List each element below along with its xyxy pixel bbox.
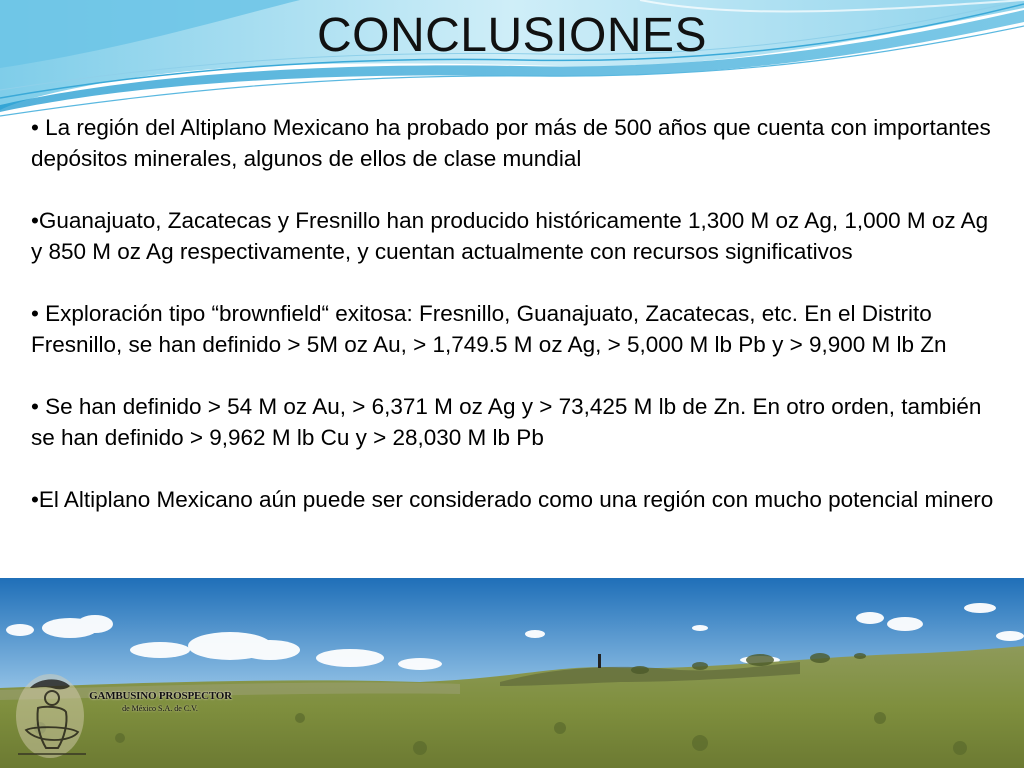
logo-company-name: GAMBUSINO PROSPECTOR xyxy=(89,690,232,702)
bullet-5: •El Altiplano Mexicano aún puede ser considerado como una región con mucho potencial minero xyxy=(31,487,994,512)
bullet-1: • La región del Altiplano Mexicano ha probado por más de 500 años que cuenta con importantes depósitos minerales, algunos de ellos de clase mundial xyxy=(31,115,991,171)
slide-title: CONCLUSIONES xyxy=(316,9,708,62)
bullet-3: • Exploración tipo “brownfield“ exitosa: Fresnillo, Guanajuato, Zacatecas, etc. En el Distrito Fresnillo, se han definido > 5M oz Au, > 1,749.5 M oz Ag, > 5,000 M lb Pb y > 9,900 M lb Zn xyxy=(31,301,947,357)
conclusions-list xyxy=(31,112,1001,515)
company-logo xyxy=(8,668,248,763)
bullet-4: • Se han definido > 54 M oz Au, > 6,371 M oz Ag y > 73,425 M lb de Zn. En otro orden, también se han definido > 9,962 M lb Cu y > 28,030 M lb Pb xyxy=(31,394,982,450)
bullet-2: •Guanajuato, Zacatecas y Fresnillo han producido históricamente 1,300 M oz Ag, 1,000 M oz Ag y 850 M oz Ag respectivamente, y cuentan actualmente con recursos significativos xyxy=(31,208,989,264)
logo-company-subtitle: de México S.A. de C.V. xyxy=(122,704,198,713)
